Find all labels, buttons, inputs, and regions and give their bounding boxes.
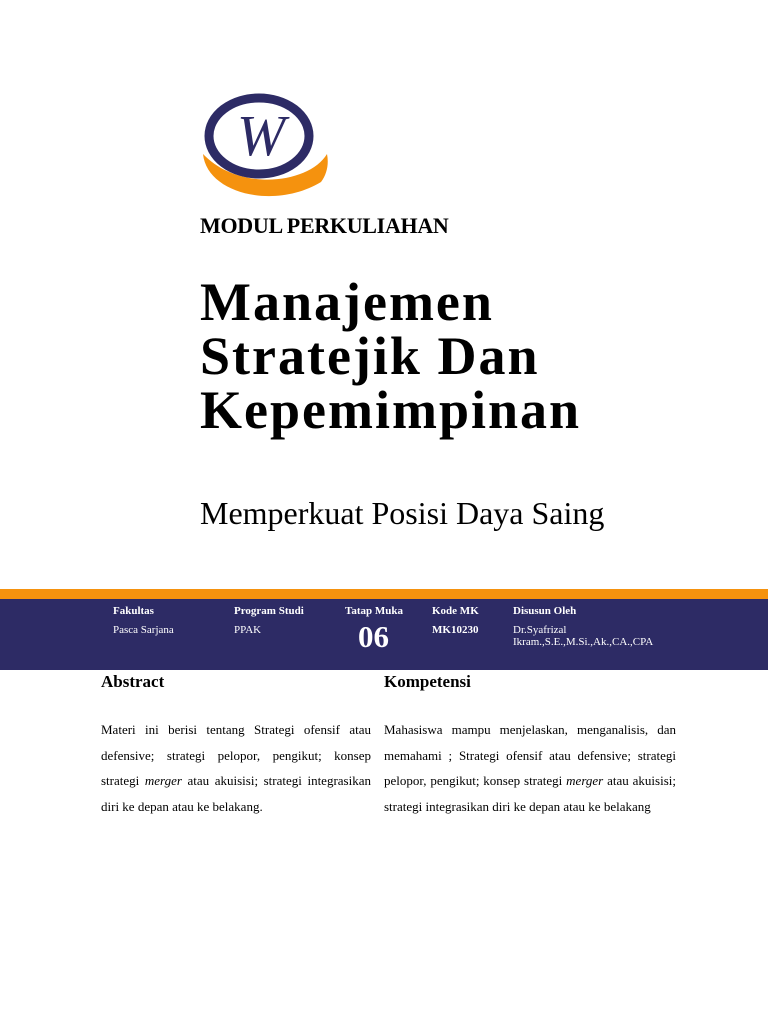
disusun-oleh-label: Disusun Oleh <box>513 605 577 617</box>
title-line: Manajemen <box>200 272 494 332</box>
info-band <box>0 599 768 670</box>
abstract-text-part: atau akuisisi; strategi integrasikan diri ke depan atau ke belakang. <box>101 773 371 814</box>
kode-mk-column <box>432 605 479 636</box>
kompetensi-text-part: Mahasiswa mampu menjelaskan, menganalisis, dan memahami ; Strategi ofensif atau defensive; strategi pelopor, pengikut; konsep strategi <box>384 722 676 789</box>
main-title <box>200 272 760 440</box>
tatap-muka-value: 06 <box>358 619 389 654</box>
title-line: Kepemimpinan <box>200 380 582 440</box>
author-line: Ikram.,S.E.,M.Si.,Ak.,CA.,CPA <box>513 636 654 648</box>
university-logo <box>199 92 329 204</box>
abstract-heading: Abstract <box>101 672 165 691</box>
kompetensi-text-part: atau akuisisi; strategi integrasikan diri ke depan atau ke belakang <box>384 773 676 814</box>
program-studi-value: PPAK <box>234 624 262 636</box>
fakultas-value: Pasca Sarjana <box>113 624 174 636</box>
tatap-muka-column <box>345 605 403 653</box>
abstract-italic-term: merger <box>144 773 182 789</box>
orange-divider <box>0 589 768 599</box>
fakultas-label: Fakultas <box>113 605 154 617</box>
tatap-muka-label: Tatap Muka <box>345 605 403 617</box>
abstract-text-part: Materi ini berisi tentang Strategi ofensif atau defensive; strategi pelopor, pengikut; konsep strategi <box>101 722 371 789</box>
kompetensi-heading: Kompetensi <box>384 672 471 691</box>
program-studi-column <box>234 605 304 636</box>
kompetensi-text <box>384 717 676 819</box>
disusun-oleh-value <box>513 624 723 648</box>
kode-mk-value: MK10230 <box>432 624 479 636</box>
author-line: Dr.Syafrizal <box>513 624 567 636</box>
fakultas-column <box>113 605 174 636</box>
title-line: Stratejik Dan <box>200 326 540 386</box>
logo-letter: W <box>236 103 286 168</box>
abstract-text <box>101 717 371 819</box>
subtitle: Memperkuat Posisi Daya Saing <box>200 495 605 531</box>
kode-mk-label: Kode MK <box>432 605 479 617</box>
program-studi-label: Program Studi <box>234 605 304 617</box>
module-label: MODUL PERKULIAHAN <box>200 213 449 238</box>
disusun-oleh-column <box>513 605 723 648</box>
kompetensi-italic-term: merger <box>566 773 604 789</box>
